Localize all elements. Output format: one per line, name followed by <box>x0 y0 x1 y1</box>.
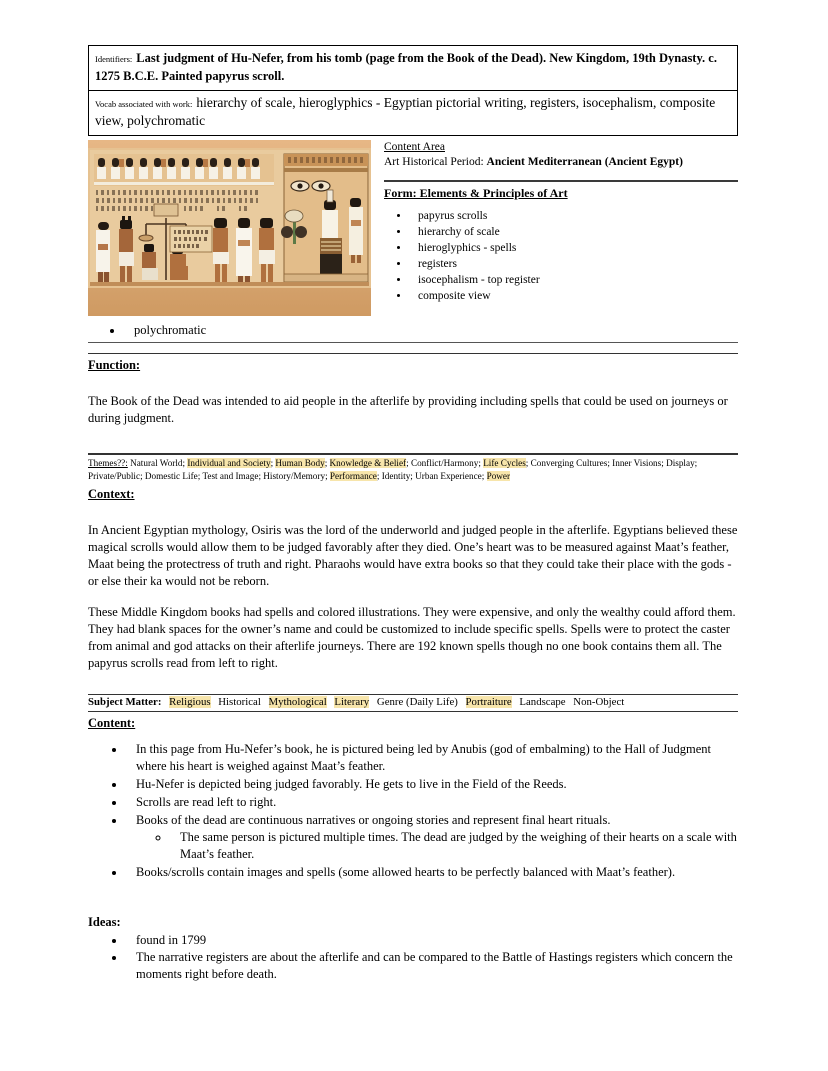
list-item: • composite view <box>410 289 738 305</box>
list-item: • polychromatic <box>124 322 738 338</box>
list-item: • In this page from Hu-Nefer’s book, he is pictured being led by Anubis (god of embalming) to the Hall of Judgment where his heart is weighed against Maat’s feather. <box>126 741 738 775</box>
theme-separator: ; <box>197 471 201 482</box>
list-item: • Scrolls are read left to right. <box>126 794 738 811</box>
form-divider <box>384 180 738 182</box>
theme-item: Identity <box>381 471 411 482</box>
theme-item: Domestic Life <box>144 471 198 482</box>
theme-item: Life Cycles <box>483 458 526 469</box>
theme-separator: ; <box>694 458 698 469</box>
identifiers-label: Identifiers: <box>95 54 133 64</box>
theme-item: Knowledge & Belief <box>329 458 407 469</box>
list-item: • hieroglyphics - spells <box>410 241 738 257</box>
art-historical-period-label: Art Historical Period: <box>384 155 484 168</box>
document-content <box>88 45 738 983</box>
theme-item: Urban Experience <box>415 471 482 482</box>
theme-separator: ; <box>406 458 409 469</box>
art-historical-period <box>384 155 738 171</box>
content-heading: Content: <box>88 716 136 731</box>
themes-divider <box>88 453 738 455</box>
content-area-label: Content Area <box>384 141 445 153</box>
ideas-heading: Ideas: <box>88 915 121 930</box>
themes-items <box>88 458 697 481</box>
theme-separator: ; <box>270 458 274 469</box>
polychromatic-row <box>88 322 738 343</box>
function-divider <box>88 353 738 354</box>
theme-item: Display <box>666 458 695 469</box>
theme-separator: ; <box>325 471 328 482</box>
theme-separator: ; <box>140 471 143 482</box>
form-elements-list <box>384 209 738 304</box>
polychromatic-list <box>88 322 738 338</box>
subject-matter-option: Historical <box>218 696 261 709</box>
list-item: • papyrus scrolls <box>410 209 738 225</box>
context-paragraph-2: These Middle Kingdom books had spells and colored illustrations. They were expensive, and only the wealthy could afford them. They had blank spaces for the owner’s name and could be customized to include specific spells. Spells were to protect the caster from animal and god attacks on their afterlife journeys. There are 192 known spells though no one book contains them all. The papyrus scrolls read from left to right. <box>88 605 736 671</box>
subject-matter-option: Religious <box>169 696 211 709</box>
subject-matter-option: Non-Object <box>573 696 625 709</box>
theme-item: Conflict/Harmony <box>410 458 479 469</box>
theme-separator: ; <box>182 458 186 469</box>
theme-item: Test and Image <box>202 471 259 482</box>
theme-separator: ; <box>481 471 485 482</box>
list-item-text: Books of the dead are continuous narratives or ongoing stories and represent final heart rituals. <box>136 813 611 828</box>
vocab-value: hierarchy of scale, hieroglyphics - Egyptian pictorial writing, registers, isocephalism, composite view, polychromatic <box>95 95 716 128</box>
vocab-label: Vocab associated with work: <box>95 99 193 109</box>
subject-matter-option: Mythological <box>268 696 327 709</box>
theme-item: Converging Cultures <box>530 458 608 469</box>
function-heading: Function: <box>88 358 141 373</box>
context-paragraph-1: In Ancient Egyptian mythology, Osiris was the lord of the underworld and judged people in the afterlife. Egyptians believed these magical scrolls would allow them to be judged favorably after they died. One’s heart was to be measured against Maat’s feather, Maat being the protectress of truth and right. Pharaohs would have extra books so that they could take their place with the gods - or else their ka would not be reborn. <box>88 523 738 589</box>
list-item: • registers <box>410 257 738 273</box>
theme-separator: ; <box>324 458 328 469</box>
subject-matter-option: Literary <box>334 696 370 709</box>
theme-item: Individual and Society <box>187 458 271 469</box>
content-sub-list <box>136 829 738 863</box>
theme-separator: ; <box>410 471 413 482</box>
identifiers-table <box>88 45 738 136</box>
subject-matter-option: Portraiture <box>465 696 512 709</box>
theme-separator: ; <box>376 471 380 482</box>
subject-matter-option: Genre (Daily Life) <box>376 696 458 709</box>
list-item: • The narrative registers are about the afterlife and can be compared to the Battle of Hastings registers which concern the moments right before death. <box>126 949 738 983</box>
subject-matter-label: Subject Matter: <box>88 696 162 709</box>
ideas-list <box>88 932 738 983</box>
list-item <box>126 812 738 863</box>
context-heading: Context: <box>88 487 135 502</box>
list-item: • hierarchy of scale <box>410 225 738 241</box>
theme-item: History/Memory <box>263 471 326 482</box>
subject-matter-option: Landscape <box>519 696 566 709</box>
list-item: • Books/scrolls contain images and spells (some allowed hearts to be perfectly balanced with Maat’s feather). <box>126 864 738 881</box>
list-item: • found in 1799 <box>126 932 738 949</box>
theme-item: Private/Public <box>88 471 141 482</box>
theme-separator: ; <box>478 458 481 469</box>
art-historical-period-value: Ancient Mediterranean (Ancient Egypt) <box>486 155 683 168</box>
identifiers-value: Last judgment of Hu-Nefer, from his tomb (page from the Book of the Dead). New Kingdom, 19th Dynasty. c. 1275 B.C.E. Painted papyrus scroll. <box>95 51 717 83</box>
form-column <box>384 140 738 305</box>
theme-separator: ; <box>607 458 610 469</box>
theme-item: Natural World <box>130 458 183 469</box>
theme-separator: ; <box>258 471 261 482</box>
function-paragraph: The Book of the Dead was intended to aid people in the afterlife by providing including spells that could be used on journeys or during judgment. <box>88 394 728 426</box>
identifiers-row <box>89 46 737 91</box>
theme-item: Human Body <box>275 458 325 469</box>
list-item: ◦ The same person is pictured multiple times. The dead are judged by the weighing of their hearts on a scale with Maat’s feather. <box>170 829 738 863</box>
content-list <box>88 741 738 881</box>
theme-separator: ; <box>661 458 664 469</box>
subject-matter-line <box>88 695 738 712</box>
subject-matter-options <box>164 696 624 708</box>
theme-separator: ; <box>525 458 529 469</box>
list-item: • isocephalism - top register <box>410 273 738 289</box>
artwork-and-form-section <box>88 140 738 320</box>
form-bottom-rule <box>88 342 738 343</box>
form-heading: Form: Elements & Principles of Art <box>384 186 568 201</box>
themes-line <box>88 457 738 483</box>
theme-item: Power <box>486 471 511 482</box>
list-item: • Hu-Nefer is depicted being judged favorably. He gets to live in the Field of the Reeds. <box>126 776 738 793</box>
vocab-row <box>89 91 737 135</box>
papyrus-artwork-image <box>88 140 371 316</box>
theme-item: Inner Visions <box>612 458 662 469</box>
themes-label: Themes??: <box>88 458 128 469</box>
theme-item: Performance <box>329 471 377 482</box>
